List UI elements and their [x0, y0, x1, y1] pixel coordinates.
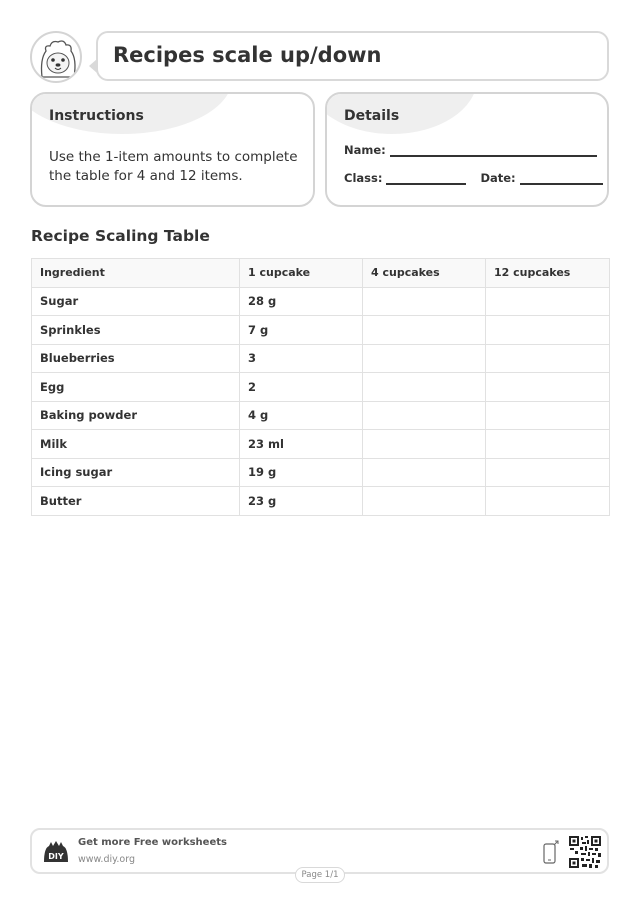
instructions-heading: Instructions [49, 108, 144, 124]
answer-cell-4[interactable] [363, 344, 486, 373]
name-field[interactable] [390, 145, 597, 157]
answer-cell-12[interactable] [486, 401, 610, 430]
ingredient-cell: Sprinkles [32, 316, 240, 345]
answer-cell-12[interactable] [486, 373, 610, 402]
answer-cell-12[interactable] [486, 458, 610, 487]
qr-code-icon [569, 836, 601, 868]
table-row [32, 487, 610, 516]
amount-cell: 7 g [240, 316, 363, 345]
diy-logo-icon[interactable] [42, 838, 70, 866]
header-4-cupcakes: 4 cupcakes [363, 259, 486, 288]
amount-cell: 2 [240, 373, 363, 402]
ingredient-cell: Butter [32, 487, 240, 516]
ingredient-cell: Egg [32, 373, 240, 402]
header-1-cupcake: 1 cupcake [240, 259, 363, 288]
table-row [32, 401, 610, 430]
recipe-scaling-table [31, 258, 610, 516]
ingredient-cell: Icing sugar [32, 458, 240, 487]
title-box [96, 31, 609, 81]
table-row [32, 344, 610, 373]
header-ingredient: Ingredient [32, 259, 240, 288]
table-row [32, 430, 610, 459]
page-number: Page 1/1 [295, 867, 345, 883]
ingredient-cell: Blueberries [32, 344, 240, 373]
page-title: Recipes scale up/down [113, 43, 382, 67]
class-field[interactable] [386, 173, 466, 185]
class-label: Class: [344, 171, 383, 185]
answer-cell-4[interactable] [363, 487, 486, 516]
ingredient-cell: Baking powder [32, 401, 240, 430]
answer-cell-12[interactable] [486, 344, 610, 373]
instructions-card [30, 92, 315, 207]
name-field-row [344, 143, 597, 157]
details-card [325, 92, 609, 207]
header-12-cupcakes: 12 cupcakes [486, 259, 610, 288]
ingredient-cell: Milk [32, 430, 240, 459]
phone-icon [542, 838, 560, 866]
table-header-row [32, 259, 610, 288]
instructions-text: Use the 1-item amounts to complete the table for 4 and 12 items. [49, 149, 298, 184]
table-row [32, 287, 610, 316]
answer-cell-12[interactable] [486, 487, 610, 516]
amount-cell: 23 ml [240, 430, 363, 459]
details-heading: Details [344, 108, 400, 124]
footer-url-link[interactable]: www.diy.org [78, 854, 135, 865]
amount-cell: 3 [240, 344, 363, 373]
amount-cell: 4 g [240, 401, 363, 430]
answer-cell-4[interactable] [363, 316, 486, 345]
answer-cell-4[interactable] [363, 458, 486, 487]
date-label: Date: [480, 171, 516, 185]
table-row [32, 373, 610, 402]
answer-cell-12[interactable] [486, 287, 610, 316]
class-date-field-row [344, 171, 603, 185]
table-title: Recipe Scaling Table [31, 227, 210, 245]
answer-cell-4[interactable] [363, 430, 486, 459]
date-field[interactable] [520, 173, 603, 185]
footer-promo-text: Get more Free worksheets [78, 837, 227, 848]
answer-cell-12[interactable] [486, 430, 610, 459]
answer-cell-4[interactable] [363, 373, 486, 402]
name-label: Name: [344, 143, 386, 157]
logo-text: DIY [48, 852, 64, 861]
table-row [32, 316, 610, 345]
answer-cell-4[interactable] [363, 401, 486, 430]
amount-cell: 23 g [240, 487, 363, 516]
amount-cell: 28 g [240, 287, 363, 316]
answer-cell-12[interactable] [486, 316, 610, 345]
table-row [32, 458, 610, 487]
ingredient-cell: Sugar [32, 287, 240, 316]
amount-cell: 19 g [240, 458, 363, 487]
mascot-avatar-icon [30, 31, 82, 83]
answer-cell-4[interactable] [363, 287, 486, 316]
